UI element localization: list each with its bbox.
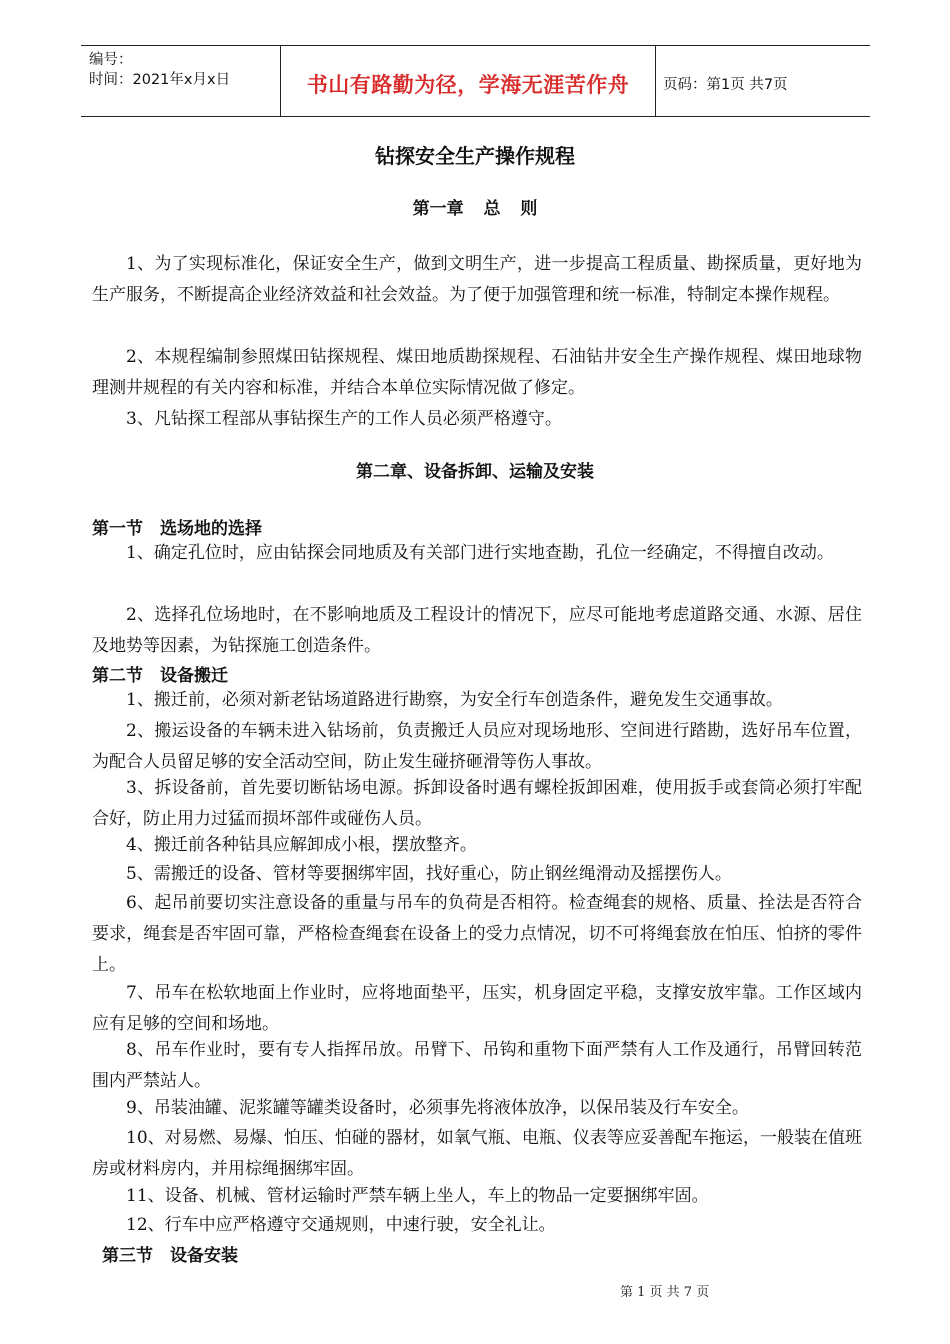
section-2-paragraph: 9、吊装油罐、泥浆罐等罐类设备时，必须事先将液体放净，以保吊装及行车安全。 (126, 1098, 749, 1118)
section-2-paragraph: 7、吊车在松软地面上作业时，应将地面垫平，压实，机身固定平稳，支撑安放牢靠。工作区域内应有足够的空间和场地。 (92, 983, 862, 1034)
section-2-paragraph: 4、搬迁前各种钻具应解卸成小根，摆放整齐。 (126, 835, 477, 855)
section-1-heading: 第一节 选场地的选择 (92, 519, 262, 539)
header-meta (81, 46, 279, 116)
number-label: 编号： (89, 52, 133, 68)
chapter-1-paragraph: 3、凡钻探工程部从事钻探生产的工作人员必须严格遵守。 (126, 409, 562, 429)
page-number-label: 页码：第1页 共7页 (663, 77, 788, 93)
section-2-paragraph: 2、搬运设备的车辆未进入钻场前，负责搬迁人员应对现场地形、空间进行踏勘，选好吊车位置，为配合人员留足够的安全活动空间，防止发生碰挤砸滑等伤人事故。 (92, 721, 862, 772)
section-1-paragraph: 1、确定孔位时，应由钻探会同地质及有关部门进行实地查勘，孔位一经确定，不得擅自改动。 (126, 543, 834, 563)
section-2-paragraph: 6、起吊前要切实注意设备的重量与吊车的负荷是否相符。检查绳套的规格、质量、拴法是否符合要求，绳套是否牢固可靠，严格检查绳套在设备上的受力点情况，切不可将绳套放在怕压、怕挤的零件上。 (92, 893, 862, 975)
page-footer: 第 1 页 共 7 页 (620, 1285, 710, 1300)
chapter-1-paragraph: 1、为了实现标准化，保证安全生产，做到文明生产，进一步提高工程质量、勘探质量，更好地为生产服务，不断提高企业经济效益和社会效益。为了便于加强管理和统一标准，特制定本操作规程。 (92, 254, 862, 305)
chapter-2-heading: 第二章、设备拆卸、运输及安装 (356, 462, 594, 482)
chapter-1-paragraph: 2、本规程编制参照煤田钻探规程、煤田地质勘探规程、石油钻井安全生产操作规程、煤田地球物理测井规程的有关内容和标准，并结合本单位实际情况做了修定。 (92, 347, 862, 398)
chapter-1-heading: 第一章 总 则 (412, 199, 538, 219)
section-2-paragraph: 8、吊车作业时，要有专人指挥吊放。吊臂下、吊钩和重物下面严禁有人工作及通行，吊臂回转范围内严禁站人。 (92, 1040, 862, 1091)
section-2-heading: 第二节 设备搬迁 (92, 666, 228, 686)
section-2-paragraph: 5、需搬迁的设备、管材等要捆绑牢固，找好重心，防止钢丝绳滑动及摇摆伤人。 (126, 864, 732, 884)
document-title: 钻探安全生产操作规程 (375, 144, 575, 168)
section-2-paragraph: 1、搬迁前，必须对新老钻场道路进行勘察，为安全行车创造条件，避免发生交通事故。 (126, 690, 783, 710)
section-1-paragraph: 2、选择孔位场地时，在不影响地质及工程设计的情况下，应尽可能地考虑道路交通、水源、居住及地势等因素，为钻探施工创造条件。 (92, 605, 862, 656)
section-2-paragraph: 3、拆设备前，首先要切断钻场电源。拆卸设备时遇有螺栓扳卸困难，使用扳手或套筒必须打牢配合好，防止用力过猛而损坏部件或碰伤人员。 (92, 778, 862, 829)
header-motto: 书山有路勤为径，学海无涯苦作舟 (306, 73, 630, 97)
time-label: 时间：2021年x月x日 (89, 72, 231, 88)
section-2-paragraph: 10、对易燃、易爆、怕压、怕碰的器材，如氧气瓶、电瓶、仪表等应妥善配车拖运，一般装在值班房或材料房内，并用棕绳捆绑牢固。 (92, 1128, 862, 1179)
section-2-paragraph: 12、行车中应严格遵守交通规则，中速行驶，安全礼让。 (126, 1215, 556, 1235)
section-3-heading: 第三节 设备安装 (102, 1246, 238, 1266)
section-2-paragraph: 11、设备、机械、管材运输时严禁车辆上坐人，车上的物品一定要捆绑牢固。 (126, 1186, 709, 1206)
header-motto-cell (280, 46, 656, 116)
document-header (81, 45, 870, 117)
